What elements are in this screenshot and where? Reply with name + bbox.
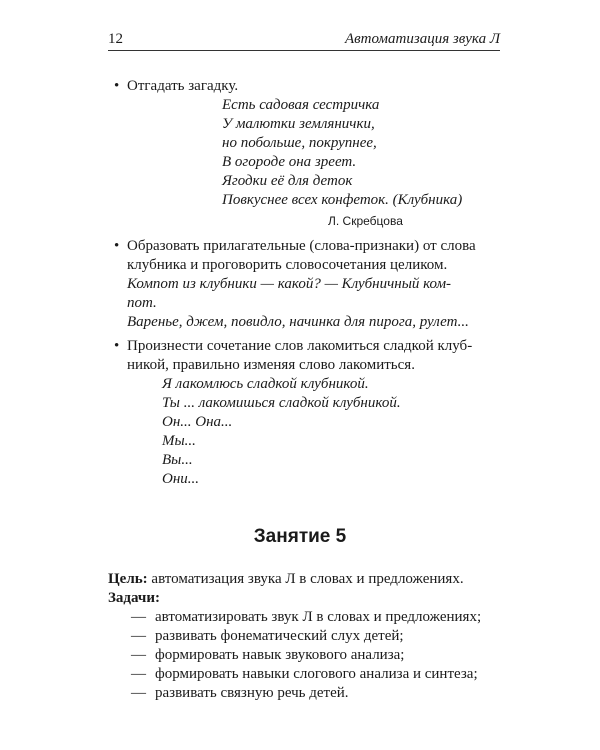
tasks-label: Задачи:	[108, 590, 161, 606]
exercise-1-instruction: Отгадать загадку.	[127, 78, 239, 94]
lesson-goal	[108, 570, 464, 589]
exercise-2-example: пот.	[127, 295, 157, 311]
riddle-line: У малютки землянички,	[222, 116, 375, 132]
task-dash: —	[131, 666, 146, 682]
task-dash: —	[131, 647, 146, 663]
exercise-3-example: Вы...	[162, 452, 193, 468]
task-item: формировать навыки слогового анализа и синтеза;	[155, 666, 478, 682]
task-item: развивать связную речь детей.	[155, 685, 349, 701]
exercise-3-example: Я лакомлюсь сладкой клубникой.	[162, 376, 369, 392]
page-header	[108, 30, 500, 51]
bullet-exercise-1: •	[114, 78, 120, 94]
riddle-line: Есть садовая сестричка	[222, 97, 380, 113]
bullet-exercise-2: •	[114, 238, 120, 254]
task-item: развивать фонематический слух детей;	[155, 628, 404, 644]
task-item: автоматизировать звук Л в словах и предложениях;	[155, 609, 482, 625]
exercise-2-example: Компот из клубники — какой? — Клубничный ком-	[127, 276, 452, 292]
exercise-3-example: Он... Она...	[162, 414, 233, 430]
bullet-exercise-3: •	[114, 338, 120, 354]
riddle-author: Л. Скребцова	[328, 214, 403, 228]
task-dash: —	[131, 685, 146, 701]
exercise-2-instruction: Образовать прилагательные (слова-признаки) от слова	[127, 238, 476, 254]
goal-text: автоматизация звука Л в словах и предложениях.	[147, 571, 464, 587]
task-item: формировать навык звукового анализа;	[155, 647, 405, 663]
exercise-2-example: Варенье, джем, повидло, начинка для пирога, рулет...	[127, 314, 469, 330]
exercise-2-instruction: клубника и проговорить словосочетания целиком.	[127, 257, 448, 273]
page-number: 12	[108, 31, 123, 47]
riddle-line: Повкуснее всех конфеток. (Клубника)	[222, 192, 463, 208]
riddle-line: В огороде она зреет.	[222, 154, 357, 170]
exercise-3-example: Мы...	[162, 433, 196, 449]
exercise-3-instruction: никой, правильно изменяя слово лакомиться.	[127, 357, 415, 373]
task-dash: —	[131, 609, 146, 625]
exercise-3-instruction: Произнести сочетание слов лакомиться сладкой клуб-	[127, 338, 473, 354]
goal-label: Цель:	[108, 571, 148, 587]
riddle-line: Ягодки её для деток	[222, 173, 353, 189]
task-dash: —	[131, 628, 146, 644]
exercise-3-example: Ты ... лакомишься сладкой клубникой.	[162, 395, 401, 411]
riddle-line: но побольше, покрупнее,	[222, 135, 377, 151]
lesson-title: Занятие 5	[253, 526, 347, 547]
exercise-3-example: Они...	[162, 471, 200, 487]
running-title: Автоматизация звука Л	[345, 31, 500, 47]
